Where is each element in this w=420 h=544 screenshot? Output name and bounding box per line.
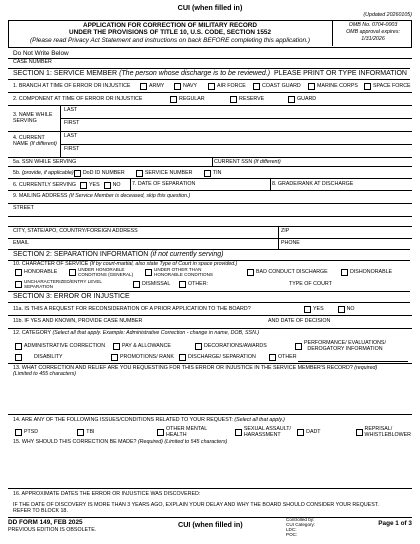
checkbox-pay[interactable] — [113, 343, 120, 350]
checkbox-tbi[interactable] — [77, 429, 84, 436]
reconsideration-yes[interactable]: YES — [304, 306, 324, 313]
relief-limit: (Limited to 455 characters) — [13, 370, 77, 377]
id-dod[interactable]: DoD ID NUMBER — [74, 170, 136, 177]
discovered-field[interactable] — [10, 499, 408, 501]
section3-title: SECTION 3: ERROR OR INJUSTICE — [13, 293, 130, 300]
case-number-prior-field[interactable] — [158, 317, 264, 326]
issue-tbi[interactable]: TBI — [77, 429, 157, 436]
category-pay[interactable]: PAY & ALLOWANCE — [113, 343, 195, 350]
checkbox-serving-no[interactable] — [104, 182, 111, 189]
checkbox-honorable[interactable] — [15, 269, 22, 276]
current-ssn-note: (If different) — [253, 159, 281, 165]
issue-reprisal[interactable]: REPRISAL/ WHISTLEBLOWER — [356, 427, 412, 439]
checkbox-reserve[interactable] — [230, 96, 237, 103]
zip-label: ZIP — [281, 228, 290, 234]
issues-note: (Select all that apply.) — [234, 417, 285, 423]
street-label: STREET — [13, 205, 34, 211]
issue-dadt[interactable]: DADT — [297, 429, 355, 436]
current-first-label: FIRST — [64, 146, 80, 152]
separation-date-label: 7. DATE OF SEPARATION — [132, 181, 196, 187]
component-label: 2. COMPONENT AT TIME OF ERROR OR INJUSTICE — [13, 95, 143, 102]
currently-serving-label: 6. CURRENTLY SERVING — [13, 181, 76, 188]
category-admin[interactable]: ADMINISTRATIVE CORRECTION — [15, 343, 113, 350]
city-label: CITY, STATE/APO, COUNTRY/FOREIGN ADDRESS — [13, 228, 138, 234]
character-other[interactable]: OTHER: — [179, 281, 289, 288]
email-label: EMAIL — [13, 240, 29, 246]
character-other-than-honorable[interactable]: UNDER OTHER THAN HONORABLE CONDITIONS — [145, 268, 247, 278]
checkbox-uncharacterized[interactable] — [15, 281, 22, 288]
category-label: 12. CATEGORY — [13, 330, 51, 336]
checkbox-dismissal[interactable] — [133, 281, 140, 288]
checkbox-army[interactable] — [140, 83, 147, 90]
separation-date-field[interactable] — [196, 180, 268, 189]
grade-field[interactable] — [362, 180, 408, 189]
checkbox-air-force[interactable] — [208, 83, 215, 90]
id-number-field[interactable] — [260, 168, 408, 176]
component-guard[interactable]: GUARD — [288, 96, 316, 103]
checkbox-marine-corps[interactable] — [308, 83, 315, 90]
checkbox-bad-conduct[interactable] — [247, 269, 254, 276]
case-number-label: CASE NUMBER — [13, 59, 52, 65]
decision-date-label: AND DATE OF DECISION — [268, 318, 331, 324]
checkbox-decorations[interactable] — [195, 343, 202, 350]
character-dismissal[interactable]: DISMISSAL — [133, 281, 179, 288]
checkbox-sexual-assault[interactable] — [235, 429, 242, 436]
form-title-line2: UNDER THE PROVISIONS OF TITLE 10, U.S. CODE, SECTION 1552 — [68, 29, 272, 36]
checkbox-reconsideration-no[interactable] — [338, 306, 345, 313]
discovery-instructions: IF THE DATE OF DISCOVERY IS MORE THAN 3 YEARS AGO, EXPLAIN YOUR DELAY AND WHY THE BOARD SHOULD CONSIDER YOUR REQUEST. — [13, 502, 379, 508]
why-textarea[interactable] — [10, 448, 408, 486]
category-other-field[interactable] — [298, 353, 408, 362]
reconsideration-no[interactable]: NO — [338, 306, 355, 313]
category-other[interactable]: OTHER — [269, 354, 297, 361]
category-note: (Select all that apply. Example: Administrative Correction - change in name, DOB, SSN.) — [52, 330, 260, 336]
updated-date: (Updated 20260105) — [363, 12, 412, 18]
page-number: Page 1 of 3 — [378, 520, 412, 527]
checkbox-reprisal[interactable] — [356, 429, 363, 436]
case-number-prior-label: 11b. IF YES AND KNOWN, PROVIDE CASE NUMBER — [13, 318, 143, 324]
cui-category: CUI Category: — [286, 522, 316, 527]
phone-field[interactable] — [305, 239, 408, 248]
why-label: 15. WHY SHOULD THIS CORRECTION BE MADE? — [13, 439, 137, 445]
city-field[interactable] — [150, 227, 276, 236]
checkbox-space-force[interactable] — [364, 83, 371, 90]
current-first-field[interactable] — [90, 145, 408, 156]
current-last-field[interactable] — [90, 132, 408, 143]
character-honorable[interactable]: HONORABLE — [15, 269, 69, 276]
why-limit: (Limited to 545 characters) — [164, 439, 228, 445]
section2-note: (if not currently serving) — [150, 251, 224, 258]
id-service-number[interactable]: SERVICE NUMBER — [136, 170, 204, 177]
current-last-label: LAST — [64, 133, 78, 139]
checkbox-dod-id[interactable] — [74, 170, 81, 177]
name-last-label: LAST — [64, 107, 78, 113]
issue-ptsd[interactable]: PTSD — [15, 429, 77, 436]
previous-edition: PREVIOUS EDITION IS OBSOLETE. — [8, 527, 97, 533]
branch-army[interactable]: ARMY — [140, 83, 174, 90]
serving-no[interactable]: NO — [104, 182, 121, 189]
character-note: (If by court-martial, also state Type of Court in space provided.) — [89, 261, 238, 267]
q5b-note: (provide, if applicable) — [21, 169, 74, 176]
checkbox-serving-yes[interactable] — [80, 182, 87, 189]
branch-marine-corps[interactable]: MARINE CORPS — [308, 83, 364, 90]
checkbox-navy[interactable] — [174, 83, 181, 90]
checkbox-disability[interactable] — [15, 354, 22, 361]
email-field[interactable] — [40, 239, 276, 248]
street-field[interactable] — [50, 204, 408, 214]
category-promotions[interactable]: PROMOTIONS/ RANK — [111, 354, 179, 361]
checkbox-discharge[interactable] — [179, 354, 186, 361]
relief-required: (required) — [354, 365, 378, 371]
branch-air-force[interactable]: AIR FORCE — [208, 83, 253, 90]
decision-date-field[interactable] — [342, 317, 408, 326]
character-dishonorable[interactable]: DISHONORABLE — [341, 269, 392, 276]
checkbox-coast-guard[interactable] — [253, 83, 260, 90]
omb-approval: OMB approval expires: — [346, 29, 400, 35]
checkbox-tin[interactable] — [204, 170, 211, 177]
branch-navy[interactable]: NAVY — [174, 83, 208, 90]
mailing-label: 9. MAILING ADDRESS — [13, 193, 68, 199]
checkbox-regular[interactable] — [170, 96, 177, 103]
mailing-note: (If Service Member is deceased, skip this question.) — [68, 193, 191, 199]
omb-date: 1/31/2026 — [361, 36, 385, 42]
id-tin[interactable]: TIN — [204, 170, 222, 177]
current-ssn-label: CURRENT SSN — [214, 159, 253, 165]
checkbox-mental-health[interactable] — [157, 429, 164, 436]
character-bad-conduct[interactable]: BAD CONDUCT DISCHARGE — [247, 269, 341, 276]
serving-yes[interactable]: YES — [80, 182, 100, 189]
poc: POC: — [286, 532, 298, 537]
current-name-label: 4. CURRENT NAME — [13, 135, 45, 147]
checkbox-dishonorable[interactable] — [341, 269, 348, 276]
form-subtitle: (Please read Privacy Act Statement and instructions on back BEFORE completing this application.) — [29, 37, 311, 44]
category-disability[interactable]: DISABILITY — [15, 354, 111, 361]
why-required: (Required) — [137, 439, 163, 445]
section1-note: (The person whose discharge is to be reviewed.) — [119, 70, 271, 77]
name-while-serving-label: 3. NAME WHILE SERVING — [13, 112, 53, 124]
character-general[interactable]: UNDER HONORABLE CONDITIONS (GENERAL) — [69, 268, 145, 278]
issues-label: 14. ARE ANY OF THE FOLLOWING ISSUES/CONDITIONS RELATED TO YOUR REQUEST: — [13, 417, 233, 423]
checkbox-category-other[interactable] — [269, 354, 276, 361]
checkbox-general[interactable] — [69, 269, 76, 276]
checkbox-other[interactable] — [179, 281, 186, 288]
component-regular[interactable]: REGULAR — [170, 96, 230, 103]
current-name-note: (If different) — [29, 140, 57, 147]
ssn-label: 5a. SSN WHILE SERVING — [13, 159, 77, 165]
form-title-line1: APPLICATION FOR CORRECTION OF MILITARY RECORD — [82, 22, 258, 29]
case-number-field[interactable] — [60, 59, 400, 67]
category-discharge[interactable]: DISCHARGE/ SEPARATION — [179, 354, 269, 361]
category-decorations[interactable]: DECORATIONS/AWARDS — [195, 343, 295, 350]
name-first-field[interactable] — [90, 119, 408, 130]
branch-space-force[interactable]: SPACE FORCE — [364, 83, 411, 90]
omb-number: OMB No. 0704-0003 — [348, 22, 398, 28]
cui-banner-bottom: CUI (when filled in) — [178, 520, 243, 529]
checkbox-reconsideration-yes[interactable] — [304, 306, 311, 313]
relief-label: 13. WHAT CORRECTION AND RELIEF ARE YOU REQUESTING FOR THIS ERROR OR INJUSTICE IN THE SERVICE MEMBER'S RECORD? — [13, 365, 353, 371]
discovery-refer: REFER TO BLOCK 18. — [13, 507, 68, 514]
issue-mental-health[interactable]: OTHER MENTAL HEALTH — [157, 427, 235, 439]
cui-banner-top: CUI (when filled in) — [177, 3, 243, 12]
character-uncharacterized[interactable]: UNCHARACTERIZED/ENTRY LEVEL SEPARATION — [15, 280, 133, 290]
name-first-label: FIRST — [64, 120, 80, 126]
component-reserve[interactable]: RESERVE — [230, 96, 288, 103]
ldc: LDC: — [286, 527, 297, 532]
controlled-by: Controlled by: — [286, 517, 315, 522]
section1-title: SECTION 1: SERVICE MEMBER — [13, 70, 118, 77]
grade-label: 8. GRADE/RANK AT DISCHARGE — [272, 181, 354, 187]
zip-field[interactable] — [295, 227, 408, 236]
reconsideration-label: 11a. IS THIS A REQUEST FOR RECONSIDERATION OF A PRIOR APPLICATION TO THE BOARD? — [13, 306, 251, 312]
checkbox-other-than-honorable[interactable] — [145, 269, 152, 276]
section2-title: SECTION 2: SEPARATION INFORMATION — [13, 251, 149, 258]
q5b-label: 5b. — [13, 169, 21, 176]
character-other-field[interactable] — [210, 279, 270, 287]
court-type-label: TYPE OF COURT — [289, 280, 332, 287]
issue-sexual-assault[interactable]: SEXUAL ASSAULT/ HARASSMENT — [235, 427, 297, 439]
form-number: DD FORM 149, FEB 2025 — [8, 519, 83, 526]
checkbox-admin[interactable] — [15, 343, 22, 350]
discovered-label: 16. APPROXIMATE DATES THE ERROR OR INJUSTICE WAS DISCOVERED: — [13, 491, 201, 497]
court-type-field[interactable] — [338, 279, 408, 287]
phone-label: PHONE — [281, 240, 300, 246]
checkbox-dadt[interactable] — [297, 429, 304, 436]
checkbox-service-number[interactable] — [136, 170, 143, 177]
street-line2-field[interactable] — [10, 217, 408, 225]
character-label: 10. CHARACTER OF SERVICE — [13, 261, 89, 267]
do-not-write-label: Do Not Write Below — [13, 50, 69, 57]
checkbox-performance[interactable] — [295, 343, 302, 350]
branch-label: 1. BRANCH AT TIME OF ERROR OR INJUSTICE — [13, 82, 131, 89]
checkbox-guard[interactable] — [288, 96, 295, 103]
checkbox-ptsd[interactable] — [15, 429, 22, 436]
section1-print-note: PLEASE PRINT OR TYPE INFORMATION — [273, 70, 407, 77]
checkbox-promotions[interactable] — [111, 354, 118, 361]
relief-textarea[interactable] — [10, 379, 408, 413]
current-ssn-field[interactable] — [290, 158, 408, 166]
category-performance[interactable]: PERFORMANCE/ EVALUATIONS/ DEROGATORY INFORMATION — [295, 341, 386, 353]
name-last-field[interactable] — [90, 106, 408, 117]
branch-coast-guard[interactable]: COAST GUARD — [253, 83, 308, 90]
ssn-field[interactable] — [80, 158, 210, 166]
